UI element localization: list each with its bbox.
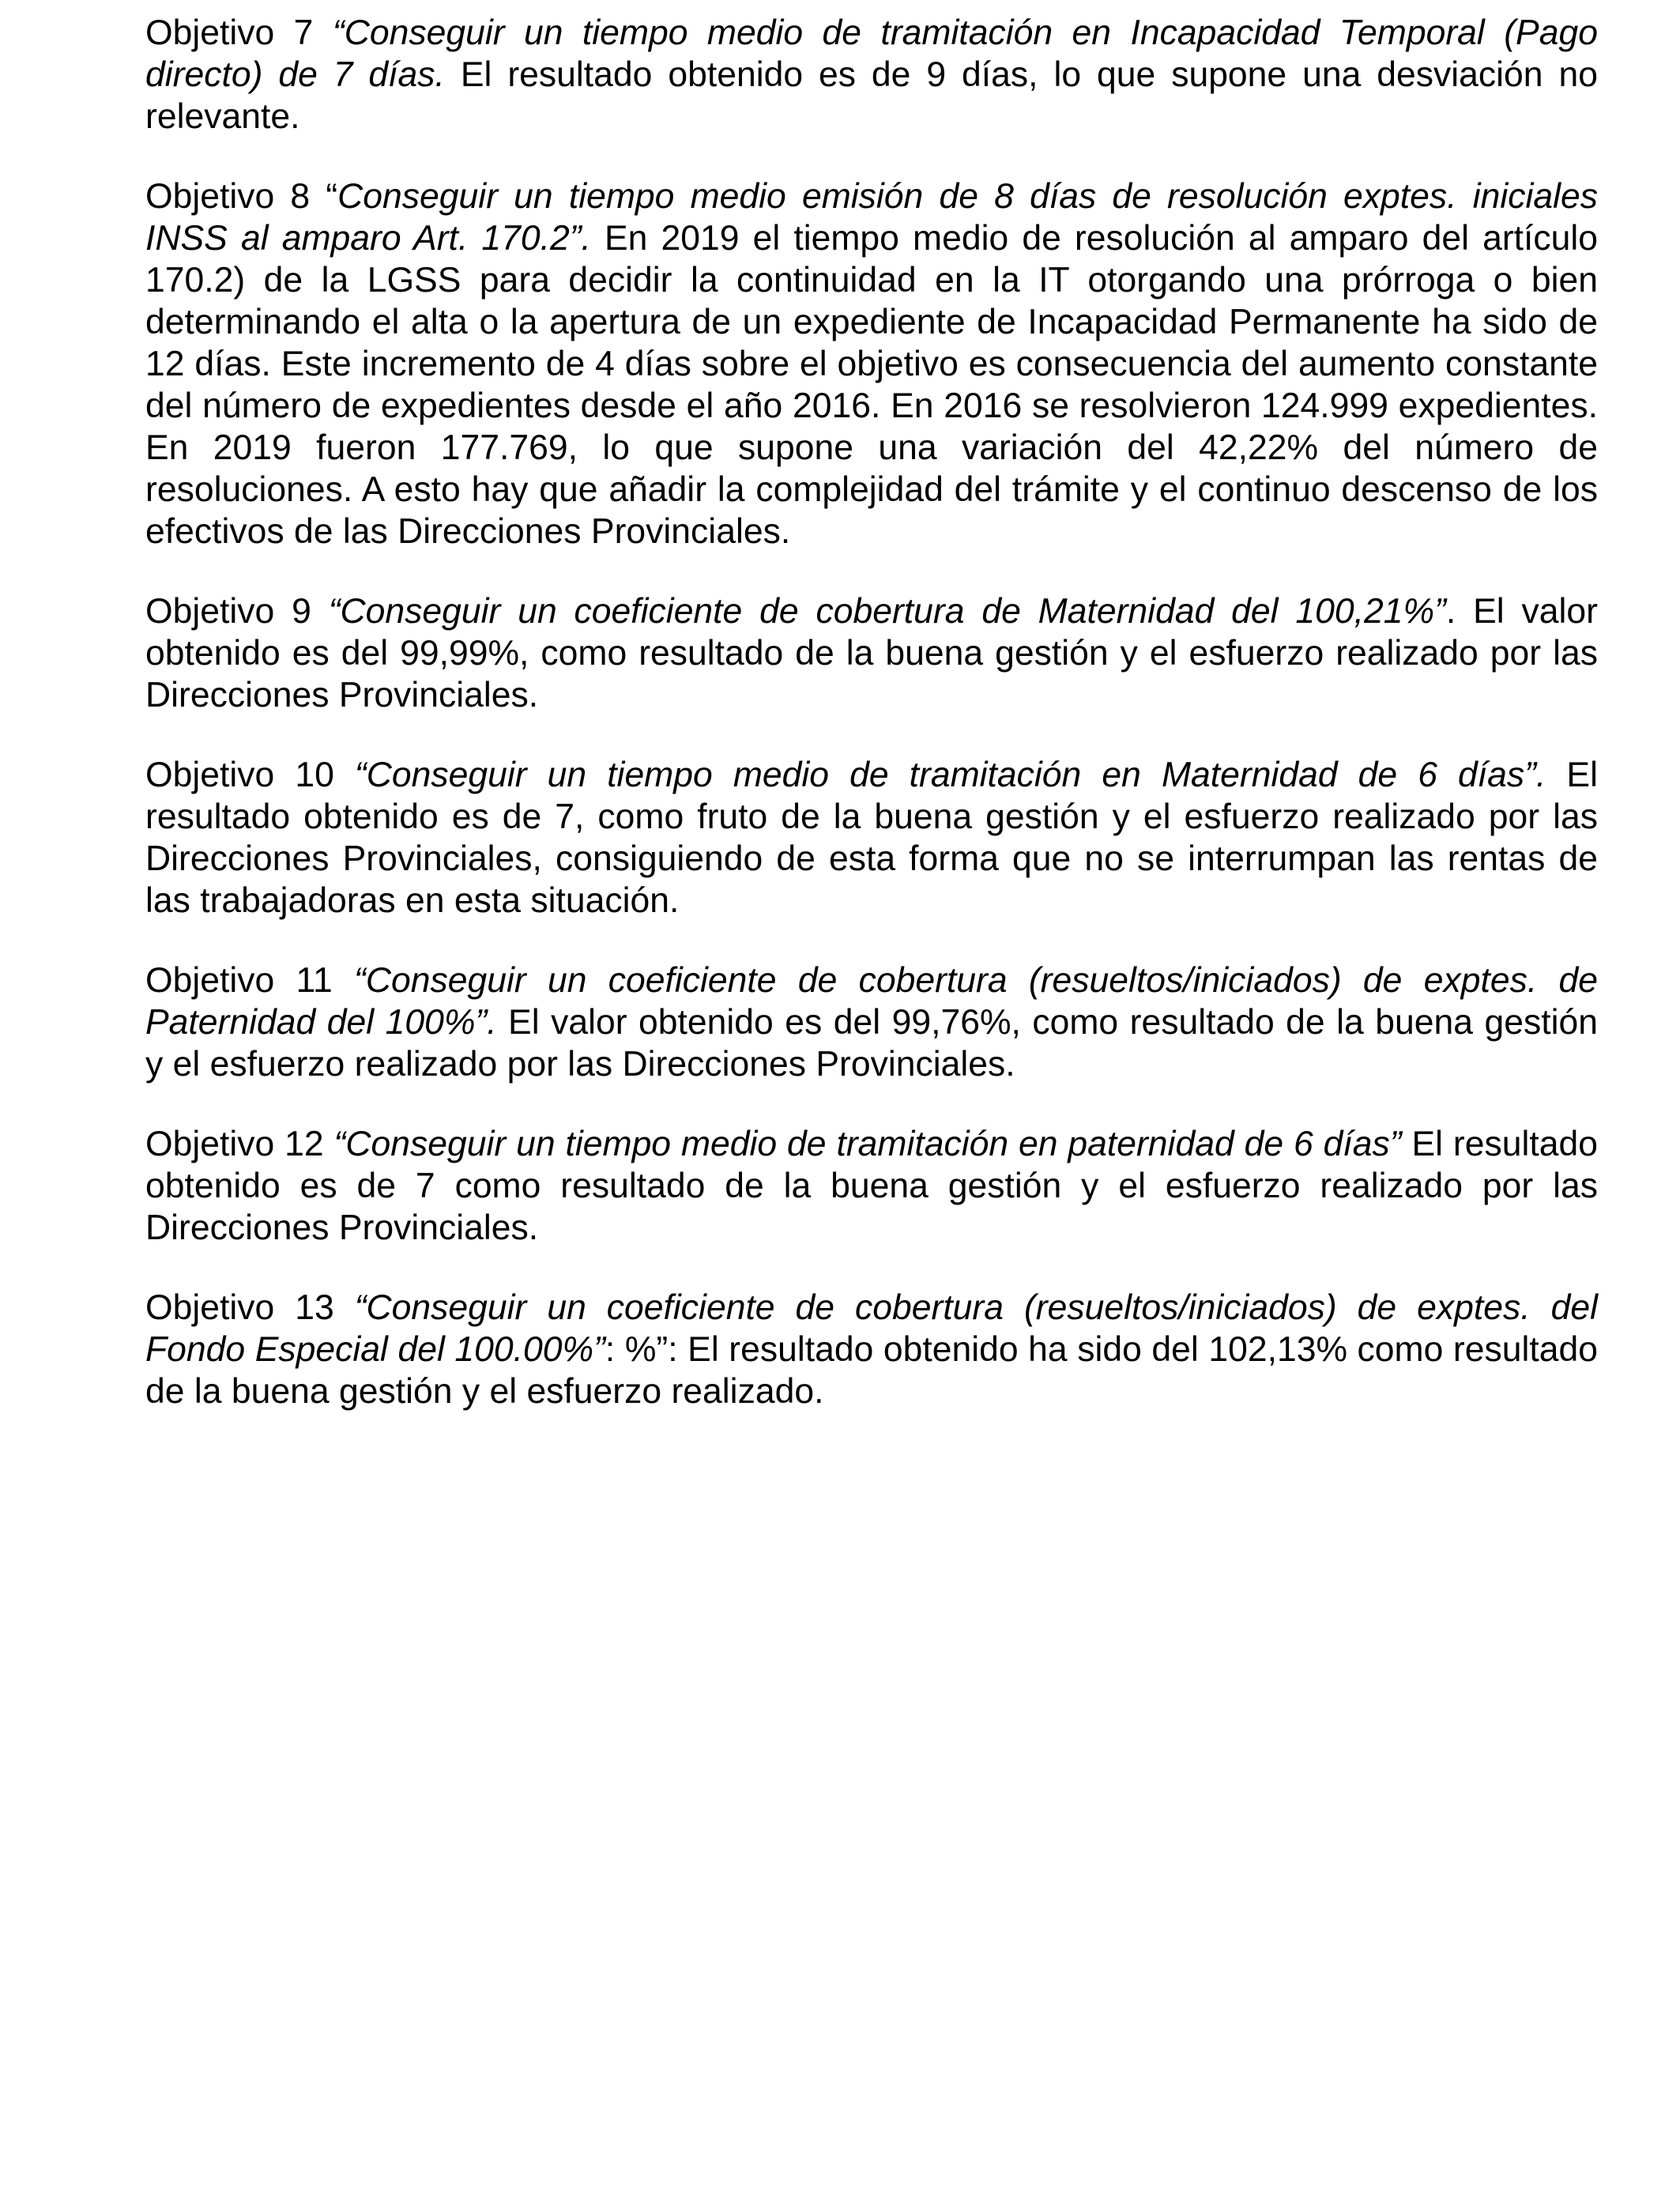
objective-quote: “Conseguir un tiempo medio de tramitación en paternidad de 6 días”: [333, 1125, 1402, 1163]
paragraph-objetivo-13: [145, 1287, 1598, 1412]
objective-quote: “Conseguir un tiempo medio de tramitación en Incapacidad Temporal (Pago directo) de 7 días.: [145, 13, 1598, 94]
objective-result: El valor obtenido es del 99,76%, como resultado de la buena gestión y el esfuerzo realizado por las Direcciones Provinciales.: [145, 1003, 1598, 1084]
objective-label: Objetivo 8 “: [145, 177, 338, 216]
objective-label: Objetivo 11: [145, 961, 355, 1000]
objective-quote: “Conseguir un coeficiente de cobertura (resueltos/iniciados) de exptes. del Fondo Especial del 100.00%”: [145, 1288, 1598, 1369]
objective-label: Objetivo 10: [145, 756, 355, 794]
objective-label: Objetivo 7: [145, 13, 333, 52]
paragraph-objetivo-8: [145, 175, 1598, 552]
objective-result: En 2019 el tiempo medio de resolución al amparo del artículo 170.2) de la LGSS para decidir la continuidad en la IT otorgando una prórroga o bien determinando el alta o la apertura de un expediente de Incapacidad Permanente ha sido de 12 días. Este incremento de 4 días sobre el objetivo es consecuencia del aumento constante del número de expedientes desde el año 2016. En 2016 se resolvieron 124.999 expedientes. En 2019 fueron 177.769, lo que supone una variación del 42,22% del número de resoluciones. A esto hay que añadir la complejidad del trámite y el continuo descenso de los efectivos de las Direcciones Provinciales.: [145, 219, 1598, 551]
paragraph-objetivo-7: [145, 12, 1598, 138]
objective-result: El resultado obtenido es de 7, como fruto de la buena gestión y el esfuerzo realizado por las Direcciones Provinciales, consiguiendo de esta forma que no se interrumpan las rentas de las trabajadoras en esta situación.: [145, 756, 1598, 920]
paragraph-objetivo-9: [145, 590, 1598, 716]
objective-result: El resultado obtenido es de 7 como resultado de la buena gestión y el esfuerzo realizado por las Direcciones Provinciales.: [145, 1125, 1598, 1247]
objective-quote: “Conseguir un tiempo medio de tramitación en Maternidad de 6 días”.: [354, 756, 1546, 794]
objective-quote: “Conseguir un coeficiente de cobertura (resueltos/iniciados) de exptes. de Paternidad del 100%”.: [145, 961, 1598, 1042]
paragraph-objetivo-12: [145, 1123, 1598, 1249]
paragraph-objetivo-11: [145, 959, 1598, 1085]
objective-label: Objetivo 12: [145, 1125, 334, 1163]
objective-quote: Conseguir un tiempo medio emisión de 8 días de resolución exptes. iniciales INSS al amparo Art. 170.2”.: [145, 177, 1598, 258]
objective-result: El resultado obtenido es de 9 días, lo que supone una desviación no relevante.: [145, 55, 1598, 136]
objective-label: Objetivo 9: [145, 592, 329, 631]
document-page: [145, 12, 1598, 1450]
objective-result: . El valor obtenido es del 99,99%, como resultado de la buena gestión y el esfuerzo realizado por las Direcciones Provinciales.: [145, 592, 1598, 714]
objective-label: Objetivo 13: [145, 1288, 355, 1327]
objective-quote: “Conseguir un coeficiente de cobertura de Maternidad del 100,21%”: [328, 592, 1446, 631]
objective-result: : %”: El resultado obtenido ha sido del 102,13% como resultado de la buena gestión y el esfuerzo realizado.: [145, 1330, 1598, 1411]
paragraph-objetivo-10: [145, 754, 1598, 922]
